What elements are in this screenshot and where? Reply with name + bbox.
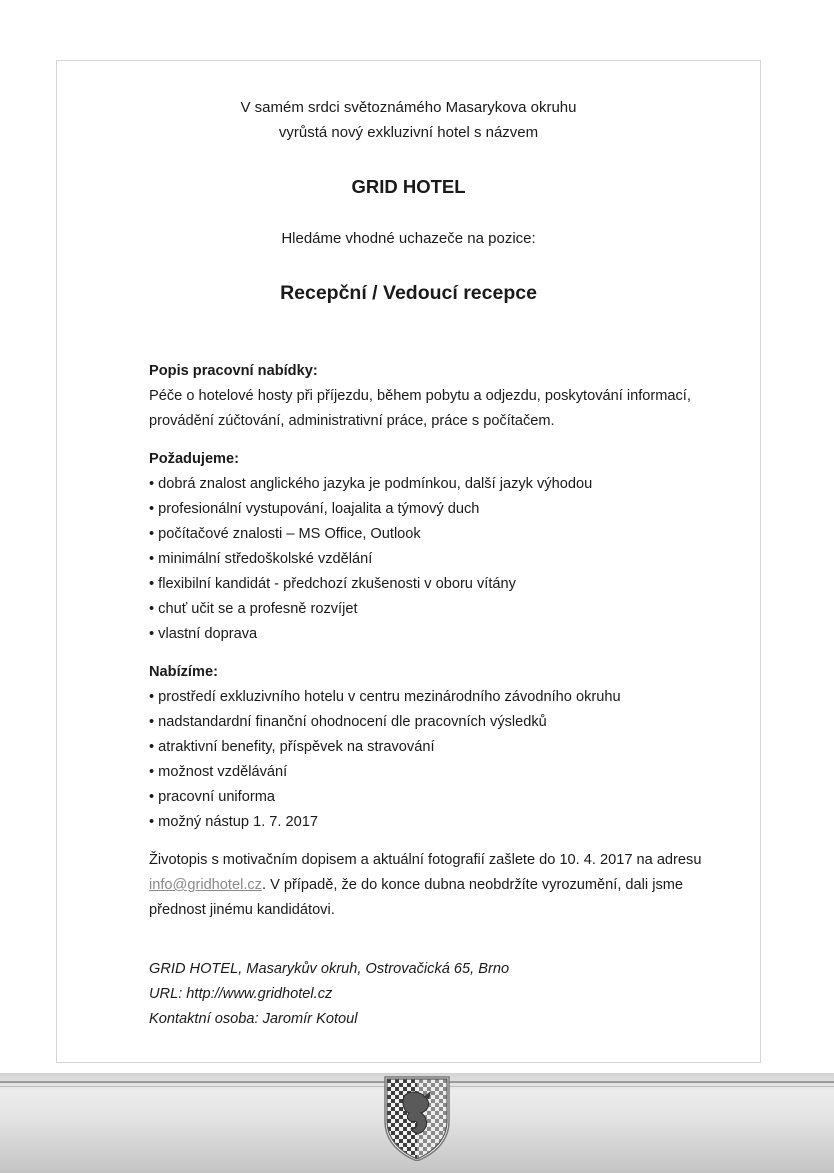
offer-list <box>149 685 739 835</box>
list-item: • možnost vzdělávání <box>149 760 739 785</box>
job-posting-page <box>56 60 761 1063</box>
intro-line-1: V samém srdci světoznámého Masarykova okruhu <box>240 99 577 116</box>
list-item: • profesionální vystupování, loajalita a týmový duch <box>149 497 739 522</box>
contact-person: Kontaktní osoba: Jaromír Kotoul <box>149 1011 358 1027</box>
requirements-heading: Požadujeme: <box>149 451 240 467</box>
description-section <box>149 359 739 434</box>
description-heading: Popis pracovní nabídky: <box>149 363 318 379</box>
hotel-name: GRID HOTEL <box>351 176 466 197</box>
list-item: • flexibilní kandidát - předchozí zkušenosti v oboru vítány <box>149 572 739 597</box>
application-text-after: . V případě, že do konce dubna neobdržíte vyrozumění, dali jsme přednost jinému kandidátovi. <box>149 877 684 918</box>
description-text: Péče o hotelové hosty při příjezdu, během pobytu a odjezdu, poskytování informací, provádění zúčtování, administrativní práce, práce s počítačem. <box>149 388 691 429</box>
contact-block <box>149 957 739 1032</box>
list-item: • nadstandardní finanční ohodnocení dle pracovních výsledků <box>149 710 739 735</box>
requirements-section <box>149 447 739 647</box>
contact-address: GRID HOTEL, Masarykův okruh, Ostrovačická 65, Brno <box>149 961 510 977</box>
contact-url: URL: http://www.gridhotel.cz <box>149 986 333 1002</box>
requirements-list <box>149 472 739 647</box>
list-item: • chuť učit se a profesně rozvíjet <box>149 597 739 622</box>
application-text-before: Životopis s motivačním dopisem a aktuální fotografií zašlete do 10. 4. 2017 na adresu <box>149 852 702 868</box>
list-item: • vlastní doprava <box>149 622 739 647</box>
offer-heading: Nabízíme: <box>149 664 218 680</box>
list-item: • pracovní uniforma <box>149 785 739 810</box>
application-section <box>149 848 739 923</box>
intro-line-2: vyrůstá nový exkluzivní hotel s názvem <box>278 124 539 141</box>
intro-text <box>57 95 760 145</box>
list-item: • minimální středoškolské vzdělání <box>149 547 739 572</box>
list-item: • počítačové znalosti – MS Office, Outlook <box>149 522 739 547</box>
list-item: • možný nástup 1. 7. 2017 <box>149 810 739 835</box>
regional-coat-of-arms-icon <box>383 1075 451 1161</box>
email-link[interactable]: info@gridhotel.cz <box>149 877 262 893</box>
seeking-text: Hledáme vhodné uchazeče na pozice: <box>281 230 536 247</box>
list-item: • atraktivní benefity, příspěvek na stravování <box>149 735 739 760</box>
list-item: • dobrá znalost anglického jazyka je podmínkou, další jazyk výhodou <box>149 472 739 497</box>
posting-body <box>149 359 739 936</box>
list-item: • prostředí exkluzivního hotelu v centru mezinárodního závodního okruhu <box>149 685 739 710</box>
position-title: Recepční / Vedoucí recepce <box>280 282 537 304</box>
offer-section <box>149 660 739 835</box>
